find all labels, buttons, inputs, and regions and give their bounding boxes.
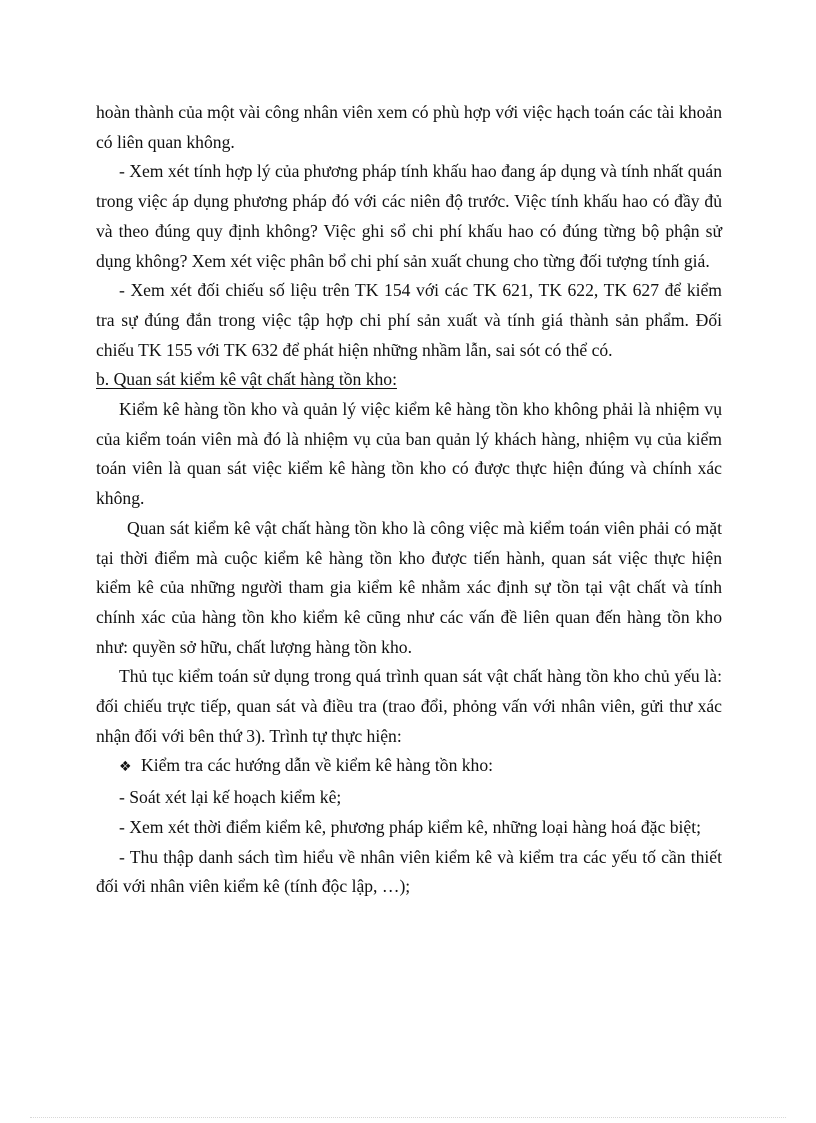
bullet-item xyxy=(96,751,722,783)
bullet-item-text: Kiểm tra các hướng dẫn về kiểm kê hàng tồn kho: xyxy=(141,755,494,776)
paragraph-2: - Xem xét tính hợp lý của phương pháp tính khấu hao đang áp dụng và tính nhất quán trong việc áp dụng phương pháp đó với các niên độ trước. Việc tính khấu hao có đầy đủ và theo đúng quy định không? Việc ghi sổ chi phí khấu hao có đúng từng bộ phận sử dụng không? Xem xét việc phân bổ chi phí sản xuất chung cho từng đối tượng tính giá. xyxy=(96,161,722,271)
paragraph-8: - Xem xét thời điểm kiểm kê, phương pháp kiểm kê, những loại hàng hoá đặc biệt; xyxy=(119,816,701,837)
paragraph-9: - Thu thập danh sách tìm hiểu về nhân viên kiểm kê và kiểm tra các yếu tố cần thiết đối với nhân viên kiểm kê (tính độc lập, …); xyxy=(96,846,722,897)
document-body xyxy=(96,98,722,902)
paragraph-4: Kiểm kê hàng tồn kho và quản lý việc kiểm kê hàng tồn kho không phải là nhiệm vụ của kiểm toán viên mà đó là nhiệm vụ của ban quản lý khách hàng, nhiệm vụ của kiểm toán viên là quan sát việc kiểm kê hàng tồn kho có được thực hiện đúng và chính xác không. xyxy=(96,399,722,509)
page-bottom-rule xyxy=(30,1117,786,1118)
paragraph-1: hoàn thành của một vài công nhân viên xem có phù hợp với việc hạch toán các tài khoản có liên quan không. xyxy=(96,102,722,152)
paragraph-3: - Xem xét đối chiếu số liệu trên TK 154 với các TK 621, TK 622, TK 627 để kiểm tra sự đúng đắn trong việc tập hợp chi phí sản xuất và tính giá thành sản phẩm. Đối chiếu TK 155 với TK 632 để phát hiện những nhầm lẫn, sai sót có thể có. xyxy=(96,280,722,360)
paragraph-7: - Soát xét lại kế hoạch kiểm kê; xyxy=(119,787,342,808)
section-heading xyxy=(96,365,722,395)
section-heading-text: b. Quan sát kiểm kê vật chất hàng tồn kho: xyxy=(96,369,397,390)
paragraph-6: Thủ tục kiểm toán sử dụng trong quá trình quan sát vật chất hàng tồn kho chủ yếu là: đối chiếu trực tiếp, quan sát và điều tra (trao đổi, phỏng vấn với nhân viên, gửi thư xác nhận đối với bên thứ 3). Trình tự thực hiện: xyxy=(96,666,722,746)
diamond-bullet-icon: ❖ xyxy=(119,759,132,776)
paragraph-5: Quan sát kiểm kê vật chất hàng tồn kho là công việc mà kiểm toán viên phải có mặt tại thời điểm mà cuộc kiểm kê hàng tồn kho được tiến hành, quan sát việc thực hiện kiểm kê của những người tham gia kiểm kê nhằm xác định sự tồn tại vật chất và tính chính xác của hàng tồn kho kiểm kê cũng như các vấn đề liên quan đến hàng tồn kho như: quyền sở hữu, chất lượng hàng tồn kho. xyxy=(96,517,722,657)
